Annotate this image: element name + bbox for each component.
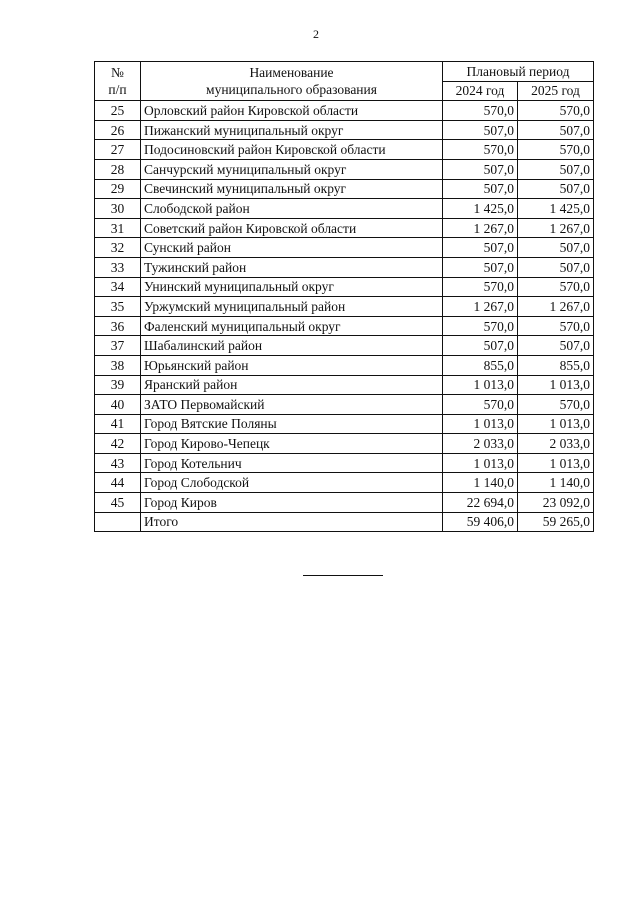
row-number: 30 xyxy=(95,199,141,219)
total-2025: 59 265,0 xyxy=(518,512,594,532)
row-value-2024: 507,0 xyxy=(443,179,518,199)
row-value-2024: 1 013,0 xyxy=(443,453,518,473)
table-row xyxy=(95,493,594,513)
table-row xyxy=(95,120,594,140)
table-row xyxy=(95,159,594,179)
row-name: Тужинский район xyxy=(141,257,443,277)
row-number: 29 xyxy=(95,179,141,199)
row-value-2024: 1 425,0 xyxy=(443,199,518,219)
table-row xyxy=(95,355,594,375)
row-number: 33 xyxy=(95,257,141,277)
row-value-2025: 2 033,0 xyxy=(518,434,594,454)
row-name: Советский район Кировской области xyxy=(141,218,443,238)
row-value-2025: 507,0 xyxy=(518,159,594,179)
row-value-2025: 1 013,0 xyxy=(518,453,594,473)
table-row xyxy=(95,199,594,219)
table-row xyxy=(95,395,594,415)
table-row xyxy=(95,140,594,160)
row-value-2024: 1 267,0 xyxy=(443,218,518,238)
row-name: Юрьянский район xyxy=(141,355,443,375)
row-value-2024: 570,0 xyxy=(443,101,518,121)
header-year-2024: 2024 год xyxy=(443,81,518,101)
row-number: 26 xyxy=(95,120,141,140)
row-number: 25 xyxy=(95,101,141,121)
table-row xyxy=(95,375,594,395)
row-value-2024: 855,0 xyxy=(443,355,518,375)
row-value-2024: 2 033,0 xyxy=(443,434,518,454)
row-value-2025: 507,0 xyxy=(518,120,594,140)
row-name: Фаленский муниципальный округ xyxy=(141,316,443,336)
row-value-2025: 1 140,0 xyxy=(518,473,594,493)
row-value-2024: 1 140,0 xyxy=(443,473,518,493)
table-row xyxy=(95,316,594,336)
row-value-2025: 570,0 xyxy=(518,277,594,297)
table-row xyxy=(95,473,594,493)
row-name: Город Кирово-Чепецк xyxy=(141,434,443,454)
table-row xyxy=(95,453,594,473)
row-name: Слободской район xyxy=(141,199,443,219)
row-name: Город Киров xyxy=(141,493,443,513)
row-number: 38 xyxy=(95,355,141,375)
row-value-2024: 507,0 xyxy=(443,120,518,140)
header-number-label: № п/п xyxy=(108,65,127,98)
total-label: Итого xyxy=(141,512,443,532)
table-row xyxy=(95,297,594,317)
table-body xyxy=(95,101,594,512)
row-name: Шабалинский район xyxy=(141,336,443,356)
row-value-2025: 570,0 xyxy=(518,140,594,160)
row-value-2025: 1 267,0 xyxy=(518,297,594,317)
row-number: 34 xyxy=(95,277,141,297)
row-value-2025: 1 425,0 xyxy=(518,199,594,219)
row-name: Санчурский муниципальный округ xyxy=(141,159,443,179)
page-number: 2 xyxy=(313,27,319,41)
table-row xyxy=(95,414,594,434)
table-row xyxy=(95,277,594,297)
row-name: Пижанский муниципальный округ xyxy=(141,120,443,140)
row-number: 43 xyxy=(95,453,141,473)
row-name: ЗАТО Первомайский xyxy=(141,395,443,415)
table-row xyxy=(95,257,594,277)
header-planned-period: Плановый период xyxy=(443,62,594,82)
row-name: Орловский район Кировской области xyxy=(141,101,443,121)
header-name xyxy=(141,62,443,101)
row-name: Сунский район xyxy=(141,238,443,258)
row-value-2025: 507,0 xyxy=(518,238,594,258)
table-row xyxy=(95,218,594,238)
row-number: 41 xyxy=(95,414,141,434)
row-value-2024: 1 267,0 xyxy=(443,297,518,317)
row-value-2024: 507,0 xyxy=(443,336,518,356)
row-number: 45 xyxy=(95,493,141,513)
row-value-2024: 507,0 xyxy=(443,159,518,179)
row-value-2024: 570,0 xyxy=(443,140,518,160)
closing-rule xyxy=(303,575,383,576)
header-number xyxy=(95,62,141,101)
row-name: Уржумский муниципальный район xyxy=(141,297,443,317)
row-number: 37 xyxy=(95,336,141,356)
row-value-2024: 1 013,0 xyxy=(443,414,518,434)
header-year-2025: 2025 год xyxy=(518,81,594,101)
row-value-2025: 1 013,0 xyxy=(518,414,594,434)
row-number: 36 xyxy=(95,316,141,336)
row-number: 44 xyxy=(95,473,141,493)
table-row xyxy=(95,434,594,454)
row-name: Яранский район xyxy=(141,375,443,395)
row-number: 35 xyxy=(95,297,141,317)
row-name: Город Котельнич xyxy=(141,453,443,473)
row-value-2024: 507,0 xyxy=(443,238,518,258)
total-number-cell xyxy=(95,512,141,532)
table-row xyxy=(95,101,594,121)
row-name: Город Слободской xyxy=(141,473,443,493)
header-name-label: Наименование муниципального образования xyxy=(206,65,377,98)
row-number: 28 xyxy=(95,159,141,179)
row-value-2024: 507,0 xyxy=(443,257,518,277)
table-row xyxy=(95,336,594,356)
row-name: Подосиновский район Кировской области xyxy=(141,140,443,160)
row-value-2025: 507,0 xyxy=(518,336,594,356)
row-number: 31 xyxy=(95,218,141,238)
row-number: 40 xyxy=(95,395,141,415)
row-number: 32 xyxy=(95,238,141,258)
row-value-2024: 570,0 xyxy=(443,277,518,297)
table-row xyxy=(95,179,594,199)
row-number: 39 xyxy=(95,375,141,395)
row-value-2025: 570,0 xyxy=(518,101,594,121)
budget-table xyxy=(94,61,594,532)
row-value-2025: 1 267,0 xyxy=(518,218,594,238)
row-value-2025: 507,0 xyxy=(518,257,594,277)
row-value-2024: 1 013,0 xyxy=(443,375,518,395)
row-value-2025: 570,0 xyxy=(518,395,594,415)
row-name: Унинский муниципальный округ xyxy=(141,277,443,297)
row-value-2024: 22 694,0 xyxy=(443,493,518,513)
row-value-2025: 570,0 xyxy=(518,316,594,336)
table-row xyxy=(95,238,594,258)
row-value-2025: 855,0 xyxy=(518,355,594,375)
row-value-2025: 23 092,0 xyxy=(518,493,594,513)
table-header-row xyxy=(95,62,594,82)
total-row xyxy=(95,512,594,532)
total-2024: 59 406,0 xyxy=(443,512,518,532)
row-value-2025: 507,0 xyxy=(518,179,594,199)
row-name: Город Вятские Поляны xyxy=(141,414,443,434)
row-value-2025: 1 013,0 xyxy=(518,375,594,395)
row-number: 27 xyxy=(95,140,141,160)
row-value-2024: 570,0 xyxy=(443,316,518,336)
row-name: Свечинский муниципальный округ xyxy=(141,179,443,199)
row-value-2024: 570,0 xyxy=(443,395,518,415)
row-number: 42 xyxy=(95,434,141,454)
